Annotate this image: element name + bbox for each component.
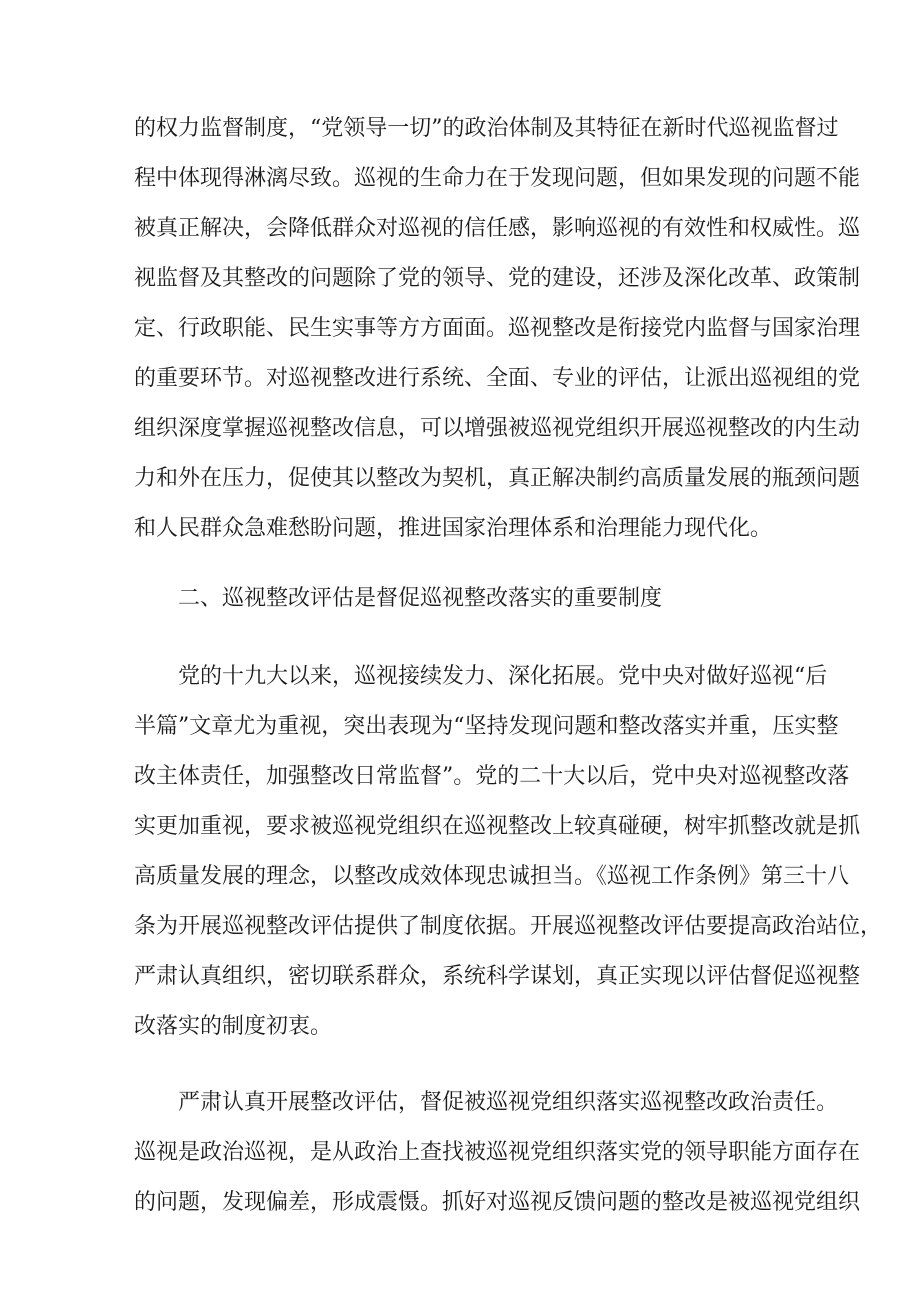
paragraph-line: 严肃认真开展整改评估，督促被巡视党组织落实巡视整改政治责任。: [178, 1090, 839, 1115]
section-heading: 二、巡视整改评估是督促巡视整改落实的重要制度: [178, 586, 663, 611]
paragraph-line: 的问题，发现偏差，形成震慑。抓好对巡视反馈问题的整改是被巡视党组织: [134, 1190, 861, 1215]
paragraph-line: 严肃认真组织，密切联系群众，系统科学谋划，真正实现以评估督促巡视整: [134, 964, 861, 989]
paragraph-line: 被真正解决，会降低群众对巡视的信任感，影响巡视的有效性和权威性。巡: [134, 216, 861, 241]
paragraph-line: 改主体责任，加强整改日常监督”。党的二十大以后，党中央对巡视整改落: [134, 764, 850, 789]
paragraph-line: 党的十九大以来，巡视接续发力、深化拓展。党中央对做好巡视“后: [178, 664, 828, 689]
paragraph-line: 定、行政职能、民生实事等方方面面。巡视整改是衔接党内监督与国家治理: [134, 316, 861, 341]
paragraph-line: 力和外在压力，促使其以整改为契机，真正解决制约高质量发展的瓶颈问题: [134, 466, 861, 491]
paragraph-line: 和人民群众急难愁盼问题，推进国家治理体系和治理能力现代化。: [134, 516, 773, 541]
paragraph-line: 组织深度掌握巡视整改信息，可以增强被巡视党组织开展巡视整改的内生动: [134, 416, 861, 441]
paragraph-line: 半篇”文章尤为重视，突出表现为“坚持发现问题和整改落实并重，压实整: [134, 714, 839, 739]
paragraph-line: 视监督及其整改的问题除了党的领导、党的建设，还涉及深化改革、政策制: [134, 266, 861, 291]
paragraph-line: 的重要环节。对巡视整改进行系统、全面、专业的评估，让派出巡视组的党: [134, 366, 861, 391]
paragraph-line: 程中体现得淋漓尽致。巡视的生命力在于发现问题，但如果发现的问题不能: [134, 166, 861, 191]
paragraph-line: 的权力监督制度，“党领导一切”的政治体制及其特征在新时代巡视监督过: [134, 116, 839, 141]
paragraph-line: 巡视是政治巡视，是从政治上查找被巡视党组织落实党的领导职能方面存在: [134, 1140, 861, 1165]
paragraph-line: 改落实的制度初衷。: [134, 1014, 333, 1039]
paragraph-line: 条为开展巡视整改评估提供了制度依据。开展巡视整改评估要提高政治站位，: [134, 914, 883, 939]
paragraph-line: 实更加重视，要求被巡视党组织在巡视整改上较真碰硬，树牢抓整改就是抓: [134, 814, 861, 839]
paragraph-line: 高质量发展的理念，以整改成效体现忠诚担当。《巡视工作条例》第三十八: [134, 864, 850, 889]
